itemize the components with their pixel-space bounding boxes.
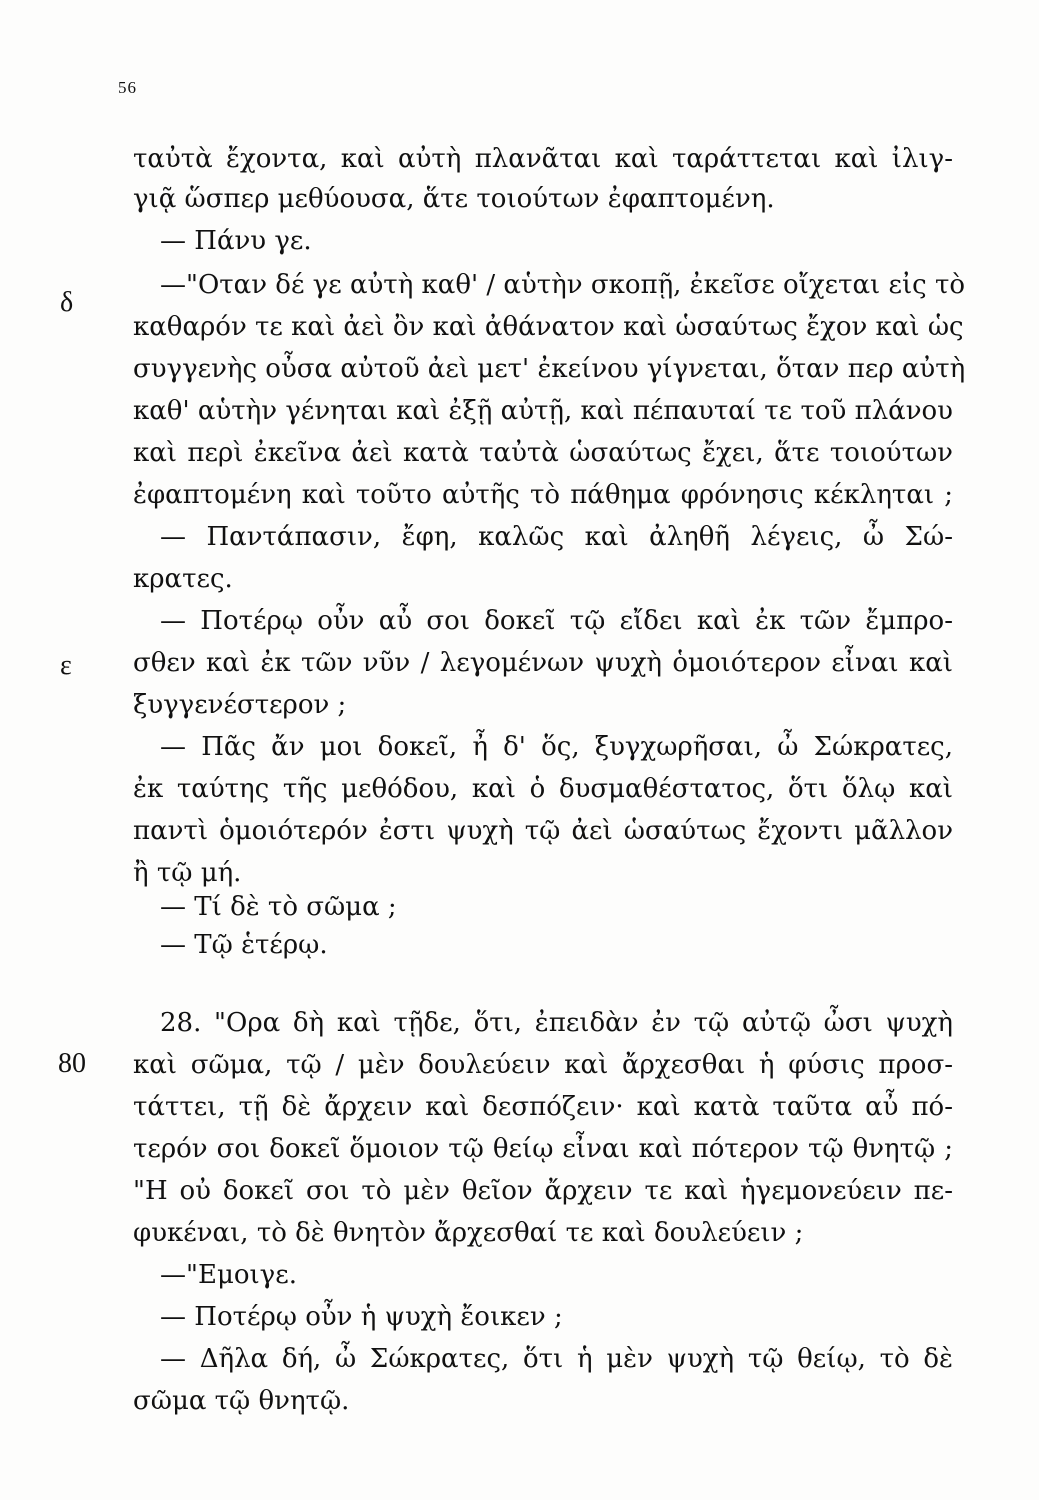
- dialogue-line: — Ποτέρῳ οὖν ἡ ψυχὴ ἔοικεν ;: [160, 1302, 563, 1332]
- margin-marker-80: 80: [58, 1048, 86, 1079]
- dialogue-line: — Παντάπασιν, ἔφη, καλῶς καὶ ἀληθῆ λέγεις, ὦ Σώ-: [160, 522, 953, 552]
- dialogue-line: — Πᾶς ἄν μοι δοκεῖ, ἦ δ' ὅς, ξυγχωρῆσαι, ὦ Σώκρατες,: [160, 732, 953, 762]
- text-line: ἐφαπτομένη καὶ τοῦτο αὐτῆς τὸ πάθημα φρόνησις κέκληται ;: [133, 480, 953, 510]
- text-line: τερόν σοι δοκεῖ ὅμοιον τῷ θείῳ εἶναι καὶ πότερον τῷ θνητῷ ;: [133, 1134, 953, 1164]
- text-line: καὶ σῶμα, τῷ / μὲν δουλεύειν καὶ ἄρχεσθαι ἡ φύσις προσ-: [133, 1050, 953, 1080]
- text-line: ξυγγενέστερον ;: [133, 690, 347, 720]
- section-28-first-line: 28. "Ορα δὴ καὶ τῇδε, ὅτι, ἐπειδὰν ἐν τῷ αὐτῷ ὦσι ψυχὴ: [160, 1008, 953, 1038]
- dialogue-line: — Πάνυ γε.: [160, 226, 312, 256]
- margin-marker-epsilon: ε: [60, 650, 72, 681]
- text-line: τάττει, τῇ δὲ ἄρχειν καὶ δεσπόζειν· καὶ κατὰ ταῦτα αὖ πό-: [133, 1092, 953, 1122]
- dialogue-line: — Ποτέρῳ οὖν αὖ σοι δοκεῖ τῷ εἴδει καὶ ἐκ τῶν ἔμπρο-: [160, 606, 953, 636]
- text-line: καθ' αὑτὴν γένηται καὶ ἐξῇ αὐτῇ, καὶ πέπαυταί τε τοῦ πλάνου: [133, 396, 953, 426]
- text-line: καθαρόν τε καὶ ἀεὶ ὂν καὶ ἀθάνατον καὶ ὡσαύτως ἔχον καὶ ὡς: [133, 312, 964, 342]
- page-number: 56: [118, 78, 137, 97]
- dialogue-line: —"Οταν δέ γε αὐτὴ καθ' / αὑτὴν σκοπῇ, ἐκεῖσε οἴχεται εἰς τὸ: [160, 270, 966, 300]
- text-line: σθεν καὶ ἐκ τῶν νῦν / λεγομένων ψυχὴ ὁμοιότερον εἶναι καὶ: [133, 648, 953, 678]
- text-line: παντὶ ὁμοιότερόν ἐστι ψυχὴ τῷ ἀεὶ ὡσαύτως ἔχοντι μᾶλλον: [133, 816, 953, 846]
- text-line: "Η οὐ δοκεῖ σοι τὸ μὲν θεῖον ἄρχειν τε καὶ ἡγεμονεύειν πε-: [133, 1176, 953, 1206]
- text-line: ἢ τῷ μή.: [133, 858, 242, 888]
- dialogue-line: — Τί δὲ τὸ σῶμα ;: [160, 892, 397, 922]
- text-line: φυκέναι, τὸ δὲ θνητὸν ἄρχεσθαί τε καὶ δουλεύειν ;: [133, 1218, 804, 1248]
- dialogue-line: — Τῷ ἑτέρῳ.: [160, 930, 328, 960]
- text-line: κρατες.: [133, 564, 233, 594]
- text-line: ταὐτὰ ἔχοντα, καὶ αὐτὴ πλανᾶται καὶ ταράττεται καὶ ἰλιγ-: [133, 144, 953, 174]
- dialogue-line: —"Εμοιγε.: [160, 1260, 297, 1290]
- margin-marker-delta: δ: [60, 287, 74, 318]
- dialogue-line: — Δῆλα δή, ὦ Σώκρατες, ὅτι ἡ μὲν ψυχὴ τῷ θείῳ, τὸ δὲ: [160, 1344, 953, 1374]
- text-line: συγγενὴς οὖσα αὐτοῦ ἀεὶ μετ' ἐκείνου γίγνεται, ὅταν περ αὐτὴ: [133, 354, 966, 384]
- text-line: καὶ περὶ ἐκεῖνα ἀεὶ κατὰ ταὐτὰ ὡσαύτως ἔχει, ἅτε τοιούτων: [133, 438, 953, 468]
- text-line: γιᾷ ὥσπερ μεθύουσα, ἅτε τοιούτων ἐφαπτομένη.: [133, 184, 775, 214]
- text-line: σῶμα τῷ θνητῷ.: [133, 1386, 350, 1416]
- text-line: ἐκ ταύτης τῆς μεθόδου, καὶ ὁ δυσμαθέστατος, ὅτι ὅλῳ καὶ: [133, 774, 953, 804]
